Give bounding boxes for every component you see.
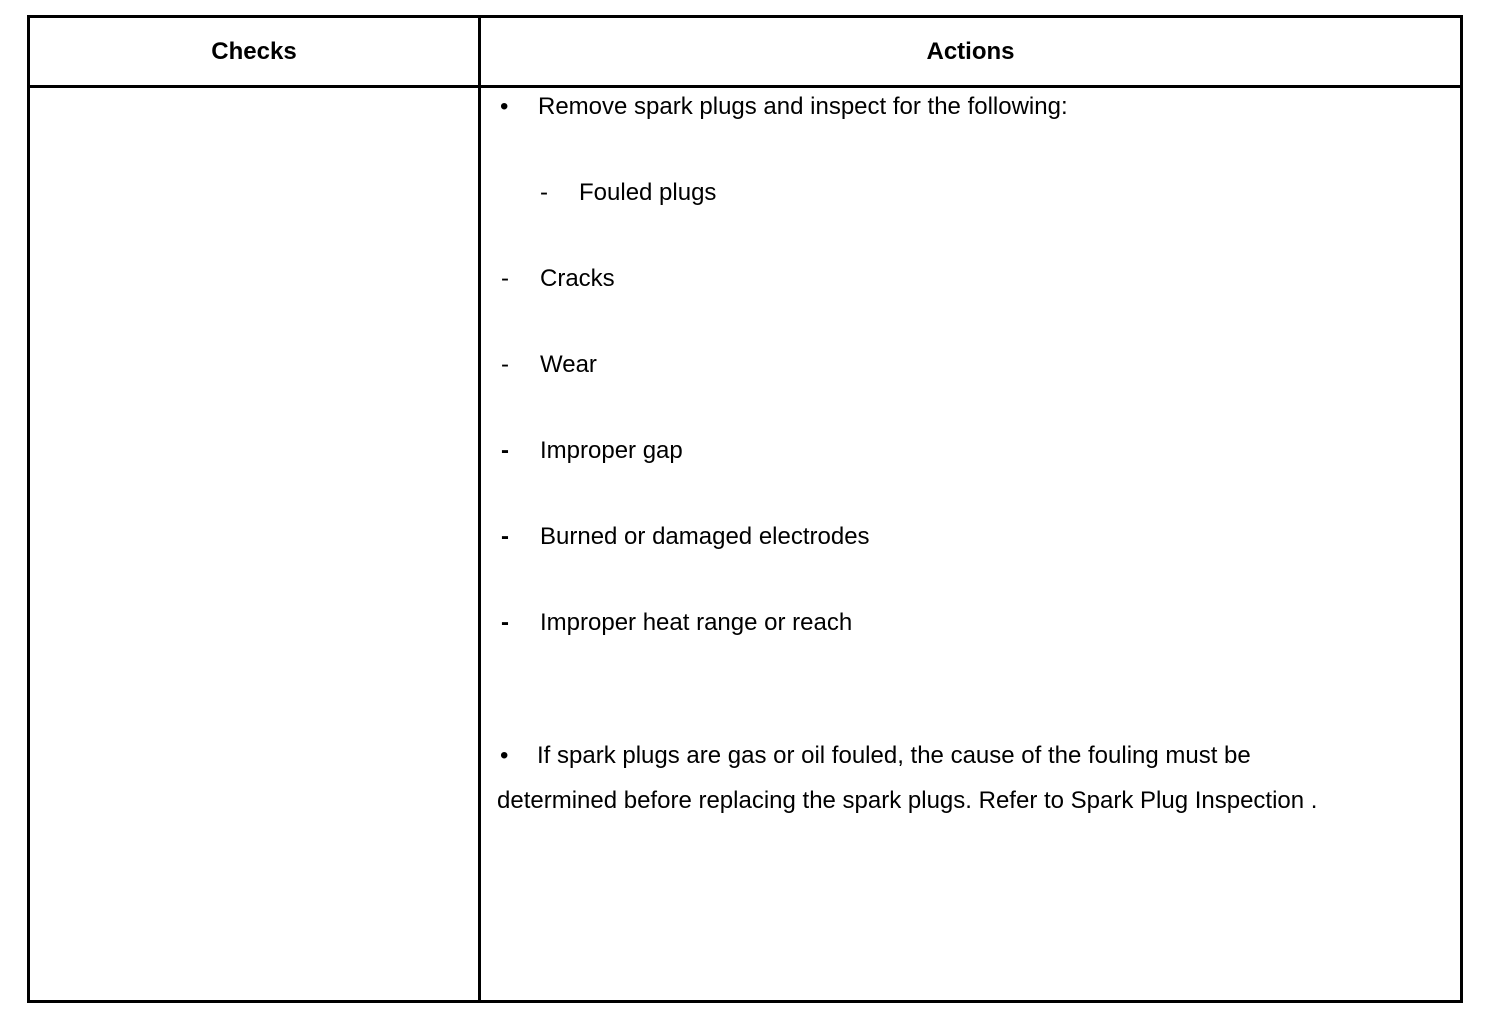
intro-bullet: • <box>500 93 509 120</box>
sub-item-dash: - <box>501 523 509 550</box>
header-divider <box>30 85 1460 88</box>
sub-item-heat-range: Improper heat range or reach <box>540 609 853 636</box>
fouling-note <box>497 734 1357 823</box>
note-text: If spark plugs are gas or oil fouled, the cause of the fouling must be determined before replacing the spark plugs. Refer to Spark Plug Inspection . <box>497 742 1318 814</box>
sub-item-dash: - <box>501 265 509 292</box>
header-actions: Actions <box>926 37 1015 65</box>
sub-item-dash: - <box>540 179 548 206</box>
sub-item-fouled-plugs: Fouled plugs <box>579 179 717 206</box>
sub-item-improper-gap: Improper gap <box>540 437 683 464</box>
column-divider <box>478 18 481 1000</box>
sub-item-cracks: Cracks <box>540 265 615 292</box>
sub-item-dash: - <box>501 437 509 464</box>
sub-item-dash: - <box>501 351 509 378</box>
sub-item-wear: Wear <box>540 351 597 378</box>
intro-text: Remove spark plugs and inspect for the following: <box>538 93 1068 120</box>
checks-actions-table <box>27 15 1463 1003</box>
sub-item-burned-electrodes: Burned or damaged electrodes <box>540 523 870 550</box>
header-checks: Checks <box>211 37 297 65</box>
sub-item-dash: - <box>501 609 509 636</box>
note-bullet: • <box>500 742 509 769</box>
